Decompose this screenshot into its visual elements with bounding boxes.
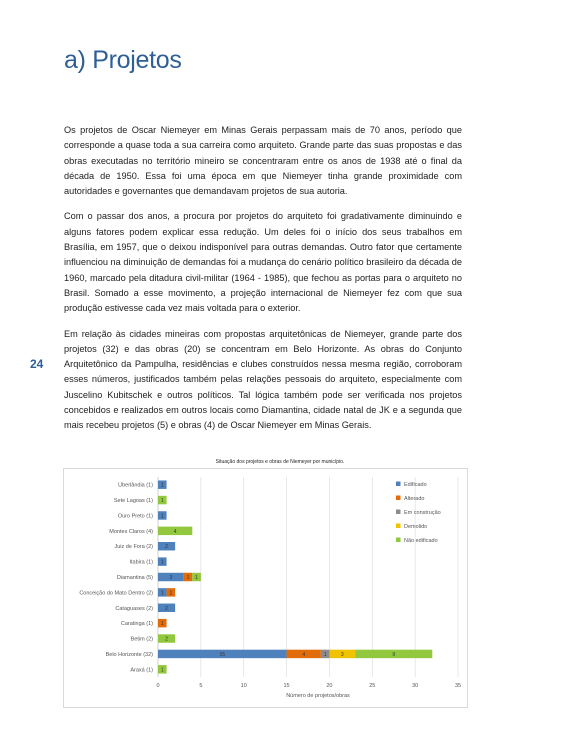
paragraph: Os projetos de Oscar Niemeyer em Minas Gerais perpassam mais de 70 anos, período que corresponde a quase toda a sua carreira como arquiteto. Grande parte das suas propostas e das obras executadas no território mineiro se concentraram entre os anos de 1938 até o final da década de 1950. Essa foi uma época em que Niemeyer tinha grande proximidade com autoridades e governantes que demandavam projetos de sua autoria. <box>64 125 462 197</box>
section-title: a) Projetos <box>64 46 182 74</box>
data-label: 9 <box>392 651 396 658</box>
y-tick-label: Cataguases (2) <box>115 605 153 612</box>
x-tick-label: 20 <box>326 683 333 689</box>
data-label: 1 <box>160 667 164 674</box>
chart-frame <box>63 468 468 708</box>
data-label: 1 <box>169 590 173 597</box>
y-tick-label: Uberlândia (1) <box>118 482 153 489</box>
y-tick-label: Belo Horizonte (32) <box>105 651 153 658</box>
data-label: 4 <box>302 651 306 658</box>
data-label: 3 <box>169 575 173 581</box>
x-axis-label: Número de projetos/obras <box>286 693 350 699</box>
legend-entry: Alterado <box>404 496 425 502</box>
body-text <box>64 123 462 444</box>
data-label: 1 <box>186 575 190 581</box>
legend-entry: Não edificado <box>404 538 438 544</box>
legend-entry: Em construção <box>404 510 441 516</box>
data-label: 4 <box>173 528 177 535</box>
data-label: 2 <box>165 636 168 643</box>
legend-entry: Edificado <box>404 482 427 488</box>
x-tick-label: 30 <box>412 683 419 689</box>
y-tick-label: Araxá (1) <box>130 667 153 674</box>
data-label: 1 <box>160 559 164 566</box>
y-tick-label: Montes Claros (4) <box>109 528 153 535</box>
data-label: 1 <box>160 482 164 489</box>
x-tick-label: 25 <box>369 683 376 689</box>
y-tick-label: Ouro Preto (1) <box>117 513 153 520</box>
paragraph: Com o passar dos anos, a procura por projetos do arquiteto foi gradativamente diminuindo e alguns fatores podem explicar essa redução. Um deles foi o início dos seus trabalhos em Brasília, em 1957, que o deixou indisponível para outras demandas. Outro fator que certamente influenciou na diminuição de demandas foi a mudança do cenário político brasileiro da década de 1960, marcado pela ditadura civil-militar (1964 - 1985), que fechou as portas para o arquiteto no Brasil. Somado a esse movimento, a projeção internacional de Niemeyer fez com que sua produção estivesse cada vez mais voltada para o exterior. <box>64 211 462 314</box>
data-label: 2 <box>165 544 168 551</box>
y-tick-label: Caratinga (1) <box>120 621 153 628</box>
y-tick-label: Conceição do Mato Dentro (2) <box>79 590 153 597</box>
data-label: 1 <box>160 590 164 597</box>
y-tick-label: Juiz de Fora (2) <box>114 544 153 551</box>
y-tick-label: Betim (2) <box>130 636 153 643</box>
x-tick-label: 0 <box>156 683 160 689</box>
data-label: 15 <box>219 651 226 658</box>
legend-swatch <box>396 510 401 515</box>
chart-caption: Situação dos projetos e obras de Niemeyer por município. <box>215 459 345 465</box>
data-label: 1 <box>160 498 164 505</box>
x-tick-label: 15 <box>283 683 290 689</box>
data-label: 1 <box>160 621 164 628</box>
y-tick-label: Diamantina (5) <box>116 575 153 581</box>
y-tick-label: Sete Lagoas (1) <box>113 498 153 505</box>
data-label: 1 <box>323 651 327 658</box>
data-label: 2 <box>165 605 168 612</box>
legend-swatch <box>396 482 401 487</box>
data-label: 3 <box>340 651 344 658</box>
x-tick-label: 5 <box>199 683 203 689</box>
data-label: 1 <box>160 513 164 520</box>
legend-swatch <box>396 538 401 543</box>
x-tick-label: 35 <box>454 683 462 689</box>
x-tick-label: 10 <box>240 683 247 689</box>
stacked-bar-chart <box>64 469 467 707</box>
y-tick-label: Itabira (1) <box>129 559 153 566</box>
legend-swatch <box>396 524 401 529</box>
page-number: 24 <box>30 357 44 371</box>
data-label: 1 <box>195 575 198 581</box>
legend-entry: Demolido <box>404 524 428 530</box>
legend-swatch <box>396 496 401 501</box>
paragraph: Em relação às cidades mineiras com propostas arquitetônicas de Niemeyer, grande parte dos projetos (32) e das obras (20) se concentram em Belo Horizonte. As obras do Conjunto Arquitetônico da Pampulha, residências e clubes construídos nessa mesma região, corroboram esses números, justificados também pelas relações pessoais do arquiteto, especialmente com Juscelino Kubitschek e outros políticos. Tal lógica também pode ser verificada nos projetos concebidos e realizados em outros locais como Diamantina, cidade natal de JK e a segunda que mais recebeu projetos (5) e obras (4) de Oscar Niemeyer em Minas Gerais. <box>64 328 462 431</box>
